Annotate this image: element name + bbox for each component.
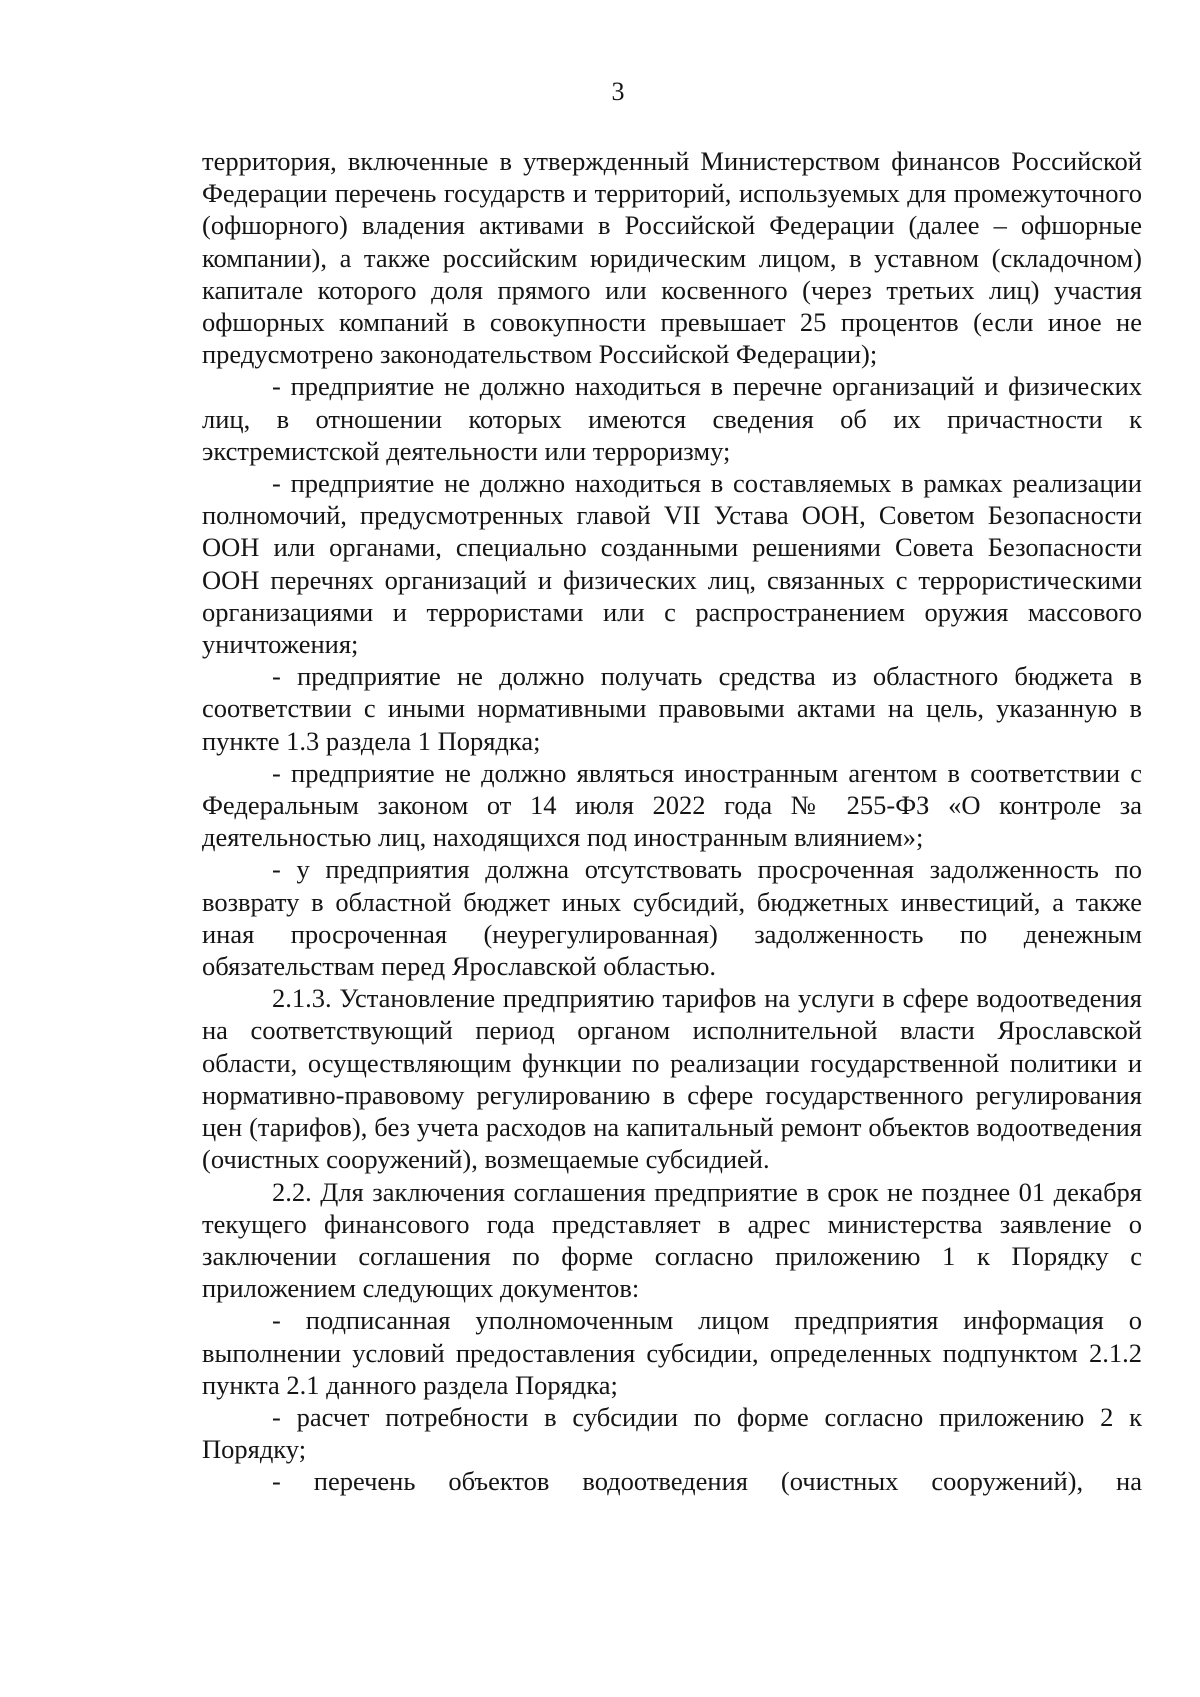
paragraph-no-overdue-debt: - у предприятия должна отсутствовать просроченная задолженность по возврату в областной бюджет иных субсидий, бюджетных инвестиций, а также иная просроченная (неурегулированная) задолженность по денежным обязательствам перед Ярославской областью. [202,854,1142,982]
page-number: 3 [611,77,625,106]
paragraph-foreign-agent: - предприятие не должно являться иностранным агентом в соответствии с Федеральным законом от 14 июля 2022 года № 255-ФЗ «О контроле за деятельностью лиц, находящихся под иностранным влиянием»; [202,757,1142,853]
paragraph-signed-information: - подписанная уполномоченным лицом предприятия информация о выполнении условий предоставления субсидии, определенных подпунктом 2.1.2 пункта 2.1 данного раздела Порядка; [202,1305,1142,1400]
paragraph-no-other-budget-funds: - предприятие не должно получать средства из областного бюджета в соответствии с иными нормативными правовыми актами на цель, указанную в пункте 1.3 раздела 1 Порядка; [202,661,1142,756]
paragraph-facilities-list: - перечень объектов водоотведения (очистных сооружений), на [272,1466,1142,1497]
paragraph-section-2-1-3: 2.1.3. Установление предприятию тарифов на услуги в сфере водоотведения на соответствующий период органом исполнительной власти Ярославской области, осуществляющим функции по реализации государственной политики и нормативно-правовому регулированию в сфере государственного регулирования цен (тарифов), без учета расходов на капитальный ремонт объектов водоотведения (очистных сооружений), возмещаемые субсидией. [202,983,1142,1175]
document-body [202,145,1142,1498]
paragraph-section-2-2: 2.2. Для заключения соглашения предприятие в срок не позднее 01 декабря текущего финансового года представляет в адрес министерства заявление о заключении соглашения по форме согласно приложению 1 к Порядку с приложением следующих документов: [202,1176,1142,1304]
paragraph-extremism-list: - предприятие не должно находиться в перечне организаций и физических лиц, в отношении которых имеются сведения об их причастности к экстремистской деятельности или терроризму; [202,371,1142,466]
paragraph-offshore-continuation: территория, включенные в утвержденный Министерством финансов Российской Федерации перечень государств и территорий, используемых для промежуточного (офшорного) владения активами в Российской Федерации (далее – офшорные компании), а также российским юридическим лицом, в уставном (складочном) капитале которого доля прямого или косвенного (через третьих лиц) участия офшорных компаний в совокупности превышает 25 процентов (если иное не предусмотрено законодательством Российской Федерации); [202,146,1142,370]
paragraph-subsidy-calculation: - расчет потребности в субсидии по форме согласно приложению 2 к Порядку; [202,1401,1142,1465]
paragraph-un-security-council-list: - предприятие не должно находиться в составляемых в рамках реализации полномочий, предусмотренных главой VII Устава ООН, Советом Безопасности ООН или органами, специально созданными решениями Совета Безопасности ООН перечнях организаций и физических лиц, связанных с террористическими организациями и террористами или с распространением оружия массового уничтожения; [202,468,1142,660]
